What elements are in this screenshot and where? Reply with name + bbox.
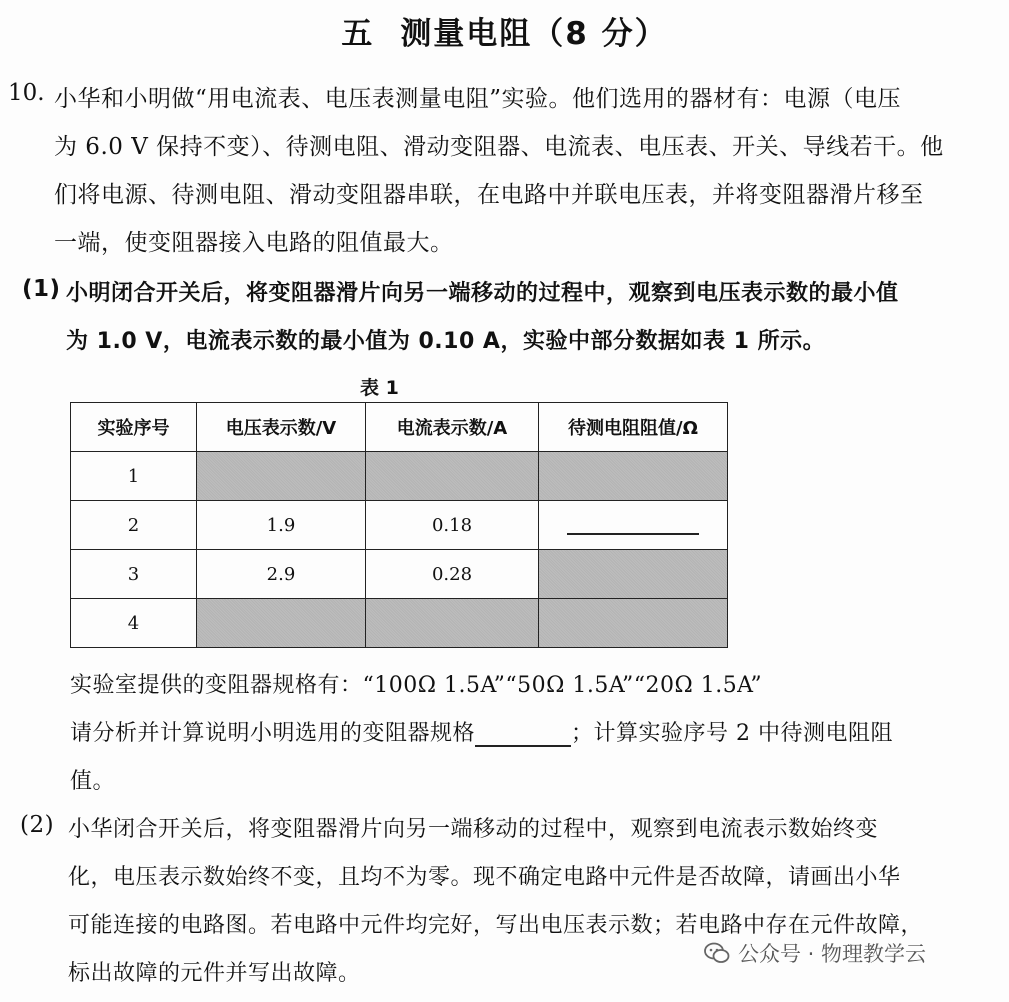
current-cell: 0.28 <box>366 550 539 599</box>
table-header-row <box>71 403 728 452</box>
ask-line <box>70 716 893 747</box>
row-id: 3 <box>71 550 197 599</box>
row-id: 1 <box>71 452 197 501</box>
table-row <box>71 599 728 648</box>
shaded-cell <box>366 599 539 648</box>
shaded-cell <box>539 550 728 599</box>
shaded-cell <box>197 599 366 648</box>
table-header: 待测电阻阻值/Ω <box>539 403 728 452</box>
voltage-cell: 1.9 <box>197 501 366 550</box>
intro-line-3: 们将电源、待测电阻、滑动变阻器串联，在电路中并联电压表，并将变阻器滑片移至 <box>54 182 924 208</box>
voltage-cell: 2.9 <box>197 550 366 599</box>
part1-line-1: 小明闭合开关后，将变阻器滑片向另一端移动的过程中，观察到电压表示数的最小值 <box>66 281 899 306</box>
table-header: 电压表示数/V <box>197 403 366 452</box>
table-header: 电流表示数/A <box>366 403 539 452</box>
table-caption: 表 1 <box>360 377 399 399</box>
section-title <box>0 8 1009 53</box>
row-id: 4 <box>71 599 197 648</box>
part2-line-2: 化，电压表示数始终不变，且均不为零。现不确定电路中元件是否故障，请画出小华 <box>68 865 901 890</box>
watermark <box>704 938 926 968</box>
table-row <box>71 550 728 599</box>
spec-answer-blank <box>475 725 571 747</box>
shaded-cell <box>539 599 728 648</box>
current-cell: 0.18 <box>366 501 539 550</box>
ask-text-b: ；计算实验序号 2 中待测电阻阻 <box>571 721 893 746</box>
table-header: 实验序号 <box>71 403 197 452</box>
watermark-text: 公众号 · 物理教学云 <box>738 942 927 966</box>
answer-blank-line <box>567 517 699 535</box>
part2-line-1: 小华闭合开关后，将变阻器滑片向另一端移动的过程中，观察到电流表示数始终变 <box>68 817 879 842</box>
spec-line: 实验室提供的变阻器规格有：“100Ω 1.5A”“50Ω 1.5A”“20Ω 1.5A” <box>70 673 763 698</box>
section-title-text: 测量电阻（8 分） <box>400 16 668 52</box>
table-row <box>71 501 728 550</box>
part2-label: (2) <box>20 812 55 838</box>
part2-line-3: 可能连接的电路图。若电路中元件均完好，写出电压表示数；若电路中存在元件故障， <box>68 913 924 938</box>
shaded-cell <box>539 452 728 501</box>
row-id: 2 <box>71 501 197 550</box>
part1-line-2: 为 1.0 V，电流表示数的最小值为 0.10 A，实验中部分数据如表 1 所示。 <box>66 329 826 354</box>
question-number: 10. <box>8 80 45 106</box>
part2-line-4: 标出故障的元件并写出故障。 <box>68 961 361 986</box>
wechat-icon <box>704 942 730 964</box>
shaded-cell <box>197 452 366 501</box>
section-number: 五 <box>341 16 375 52</box>
ask-line-end: 值。 <box>70 769 116 794</box>
intro-line-4: 一端，使变阻器接入电路的阻值最大。 <box>54 230 454 256</box>
data-table <box>70 402 728 648</box>
shaded-cell <box>366 452 539 501</box>
table-row <box>71 452 728 501</box>
intro-line-1: 小华和小明做“用电流表、电压表测量电阻”实验。他们选用的器材有：电源（电压 <box>54 86 902 112</box>
resistance-answer-cell <box>539 501 728 550</box>
ask-text-a: 请分析并计算说明小明选用的变阻器规格 <box>70 721 476 746</box>
part1-label: (1) <box>22 276 61 302</box>
intro-line-2: 为 6.0 V 保持不变）、待测电阻、滑动变阻器、电流表、电压表、开关、导线若干。他 <box>54 134 944 160</box>
